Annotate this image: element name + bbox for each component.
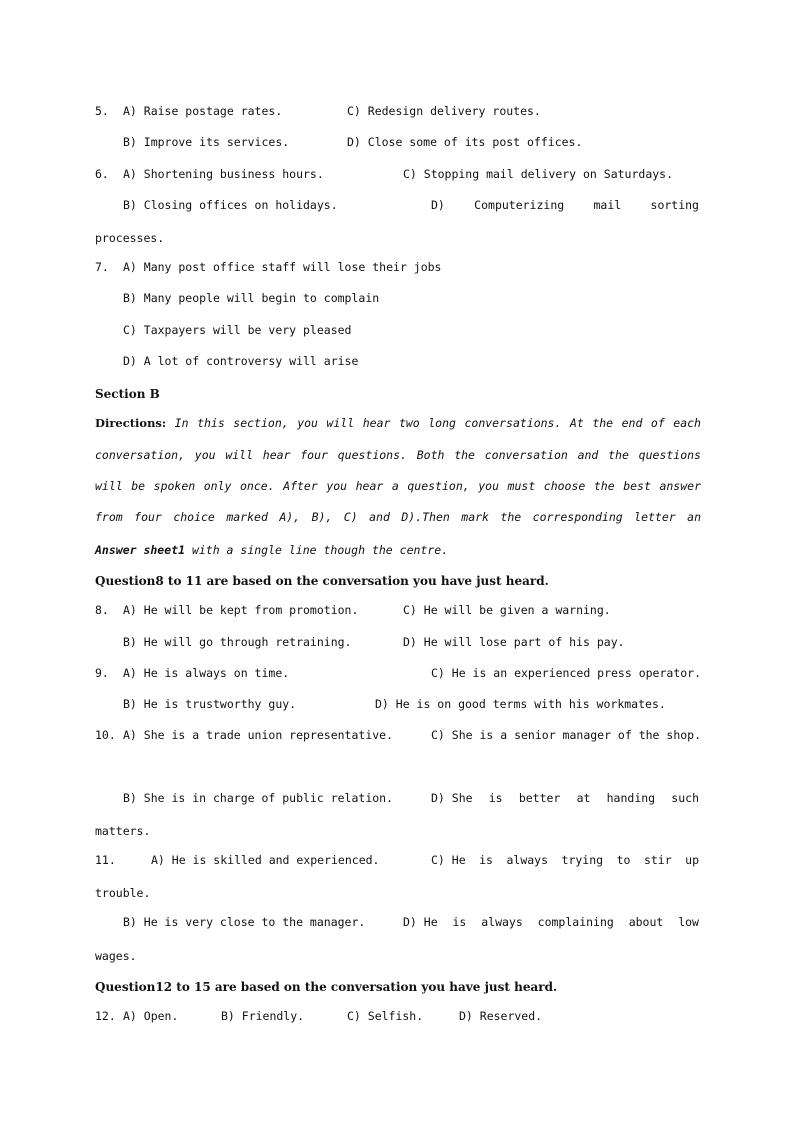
question-number: 10.	[95, 728, 116, 742]
directions-text: In this section, you will hear two long conversations. At the end of each	[166, 416, 701, 430]
directions-line-5	[95, 542, 448, 558]
section-heading: Section B	[95, 387, 160, 401]
word: is	[479, 853, 493, 867]
word: always	[481, 915, 523, 929]
option-a: A) She is a trade union representative.	[123, 728, 394, 742]
option-c: C) Redesign delivery routes.	[347, 104, 541, 118]
word: mail	[593, 198, 622, 212]
word: D) She	[431, 791, 473, 805]
question-number: 8.	[95, 603, 109, 617]
directions-line-3: will be spoken only once. After you hear a question, you must choose the best answer	[95, 479, 701, 493]
option-b: B) Friendly.	[221, 1009, 305, 1023]
option-c: C) Selfish.	[347, 1009, 424, 1023]
word: D)	[431, 198, 445, 212]
option-d-justified	[403, 914, 699, 930]
option-a: A) Open.	[123, 1009, 179, 1023]
option-d: D) Reserved.	[459, 1009, 543, 1023]
option-d-justified	[431, 197, 699, 213]
option-b: B) He is very close to the manager.	[123, 915, 366, 929]
option-a: A) Raise postage rates.	[123, 104, 283, 118]
option-b: B) Many people will begin to complain	[123, 291, 380, 305]
question-number: 12.	[95, 1009, 116, 1023]
option-b: B) Improve its services.	[123, 135, 290, 149]
option-b: B) Closing offices on holidays.	[123, 198, 338, 212]
word: at	[576, 791, 591, 805]
option-b: B) He is trustworthy guy.	[123, 697, 297, 711]
option-a: A) He is skilled and experienced.	[151, 853, 380, 867]
option-c: C) Taxpayers will be very pleased	[123, 323, 352, 337]
option-c: C) Stopping mail delivery on Saturdays.	[403, 167, 674, 181]
word: trying	[561, 853, 604, 867]
directions-line-2: conversation, you will hear four questions. Both the conversation and the questions	[95, 448, 701, 462]
question-number: 5.	[95, 104, 109, 118]
option-a: A) Many post office staff will lose their jobs	[123, 260, 442, 274]
word: low	[678, 915, 699, 929]
option-b: B) He will go through retraining.	[123, 635, 352, 649]
option-d-continuation: wages.	[95, 949, 137, 963]
word: is	[488, 791, 503, 805]
word: such	[671, 791, 699, 805]
option-a: A) Shortening business hours.	[123, 167, 324, 181]
option-c: C) He will be given a warning.	[403, 603, 611, 617]
word: to	[616, 853, 631, 867]
word: sorting	[650, 198, 699, 212]
option-d-justified	[431, 790, 699, 806]
group-heading: Question8 to 11 are based on the conversation you have just heard.	[95, 574, 549, 588]
word: about	[628, 915, 664, 929]
option-c: C) She is a senior manager of the shop.	[431, 728, 702, 742]
option-d: D) He will lose part of his pay.	[403, 635, 625, 649]
directions-line-1	[95, 415, 701, 431]
word: stir	[643, 853, 672, 867]
word: always	[506, 853, 549, 867]
option-c-justified	[431, 852, 699, 868]
question-number: 7.	[95, 260, 109, 274]
question-number: 11.	[95, 853, 116, 867]
option-c-continuation: trouble.	[95, 886, 151, 900]
group-heading: Question12 to 15 are based on the conversation you have just heard.	[95, 980, 558, 994]
word: complaining	[537, 915, 614, 929]
option-d: D) He is on good terms with his workmates.	[375, 697, 666, 711]
option-d-continuation: matters.	[95, 824, 151, 838]
question-number: 6.	[95, 167, 109, 181]
word: C) He	[431, 853, 466, 867]
word: Computerizing	[474, 198, 565, 212]
option-d-continuation: processes.	[95, 231, 165, 245]
option-a: A) He is always on time.	[123, 666, 290, 680]
question-number: 9.	[95, 666, 109, 680]
word: D) He	[403, 915, 438, 929]
directions-label: Directions:	[95, 416, 167, 430]
word: is	[452, 915, 467, 929]
option-d: D) A lot of controversy will arise	[123, 354, 359, 368]
option-a: A) He will be kept from promotion.	[123, 603, 359, 617]
answer-sheet-label: Answer sheet1	[95, 543, 186, 557]
word: up	[685, 853, 699, 867]
word: handing	[606, 791, 656, 805]
directions-end: with a single line though the centre.	[185, 543, 449, 557]
directions-line-4: from four choice marked A), B), C) and D).Then mark the corresponding letter an	[95, 510, 701, 524]
option-b: B) She is in charge of public relation.	[123, 791, 394, 805]
word: better	[518, 791, 561, 805]
option-c: C) He is an experienced press operator.	[431, 666, 702, 680]
option-d: D) Close some of its post offices.	[347, 135, 583, 149]
